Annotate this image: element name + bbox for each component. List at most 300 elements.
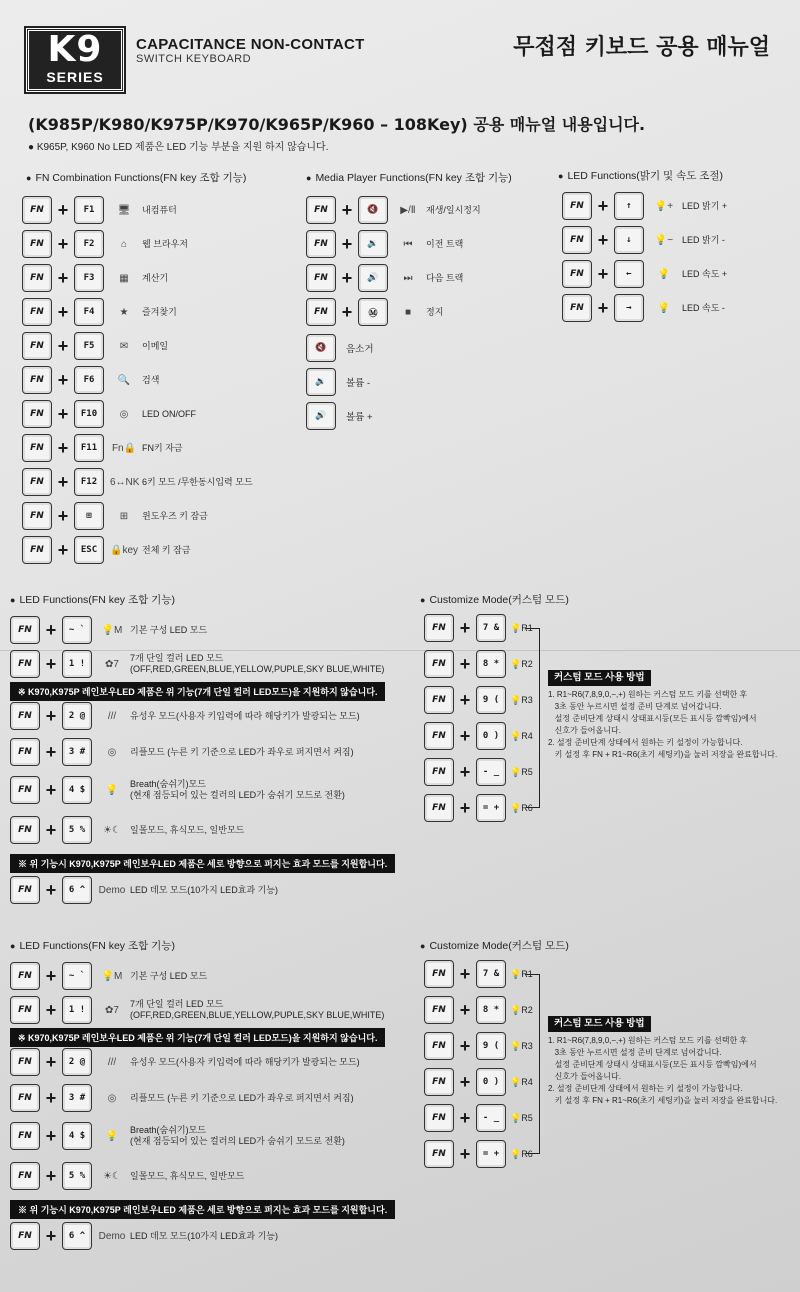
function-icon: ☀☾	[103, 1170, 121, 1182]
rainbow-led-banner: ※ K970,K975P 레인보우LED 제품은 위 기능(7개 단일 컬러 LED모드)을 지원하지 않습니다.	[10, 1028, 385, 1047]
function-icon: 💡	[657, 268, 671, 280]
function-label	[142, 239, 188, 250]
combo-key: 6 ^	[62, 1222, 92, 1250]
fn-key: FN	[22, 332, 52, 360]
plus-sign: +	[459, 1071, 471, 1092]
shortcut-row	[10, 1084, 354, 1112]
function-label-line1: 7개 단일 컬러 LED 모드	[130, 999, 224, 1009]
fn-key: FN	[306, 230, 336, 258]
fn-section-heading: ● FN Combination Functions(FN key 조합 기능)	[26, 172, 247, 184]
combo-key: ~ `	[62, 962, 92, 990]
fn-key: FN	[424, 960, 454, 988]
fn-key: FN	[562, 294, 592, 322]
customize-heading-text: Customize Mode(커스텀 모드)	[429, 940, 569, 952]
shortcut-row	[424, 794, 533, 822]
function-label	[130, 825, 244, 836]
fn-key: FN	[306, 298, 336, 326]
shortcut-row	[10, 776, 345, 804]
shortcut-row	[424, 1104, 533, 1132]
plus-sign: +	[45, 741, 57, 762]
function-icon: ⏮	[403, 238, 413, 250]
function-label	[130, 1093, 354, 1104]
function-label	[130, 1057, 360, 1068]
plus-sign: +	[45, 819, 57, 840]
function-label	[426, 307, 443, 318]
combo-key: 5 %	[62, 1162, 92, 1190]
shortcut-row	[306, 196, 481, 224]
function-label	[130, 1171, 244, 1182]
shortcut-row	[10, 962, 207, 990]
plus-sign: +	[45, 879, 57, 900]
no-led-note: ● K965P, K960 No LED 제품은 LED 기능 부분을 지원 하지 않습니다.	[28, 142, 329, 153]
function-label-line1: 유성우 모드(사용자 키입력에 따라 해당키가 발광되는 모드)	[130, 1056, 360, 1067]
shortcut-row	[10, 1048, 360, 1076]
function-icon: ◎	[107, 1092, 117, 1104]
fn-key: FN	[10, 816, 40, 844]
fn-key: FN	[10, 738, 40, 766]
function-label	[130, 625, 207, 636]
function-icon: ✉	[119, 340, 129, 352]
k9-series-logo	[26, 28, 124, 92]
function-icon: ///	[107, 1056, 117, 1068]
led-bright-heading-text: LED Functions(밝기 및 속도 조절)	[567, 170, 724, 182]
combo-key: F12	[74, 468, 104, 496]
combo-key: 4 $	[62, 1122, 92, 1150]
brand-line2: SWITCH KEYBOARD	[136, 53, 252, 65]
plus-sign: +	[57, 505, 69, 526]
function-icon: ◎	[119, 408, 129, 420]
media-key: 🔇	[306, 334, 336, 362]
volume-label: 볼륨 +	[346, 412, 373, 423]
combo-key: 5 %	[62, 816, 92, 844]
fn-key: FN	[306, 264, 336, 292]
combo-key: 1 !	[62, 996, 92, 1024]
plus-sign: +	[459, 1107, 471, 1128]
combo-key: 🔇	[358, 196, 388, 224]
function-icon: 💡−	[654, 234, 674, 246]
customize-heading	[420, 592, 569, 607]
fn-key: FN	[424, 758, 454, 786]
shortcut-row	[562, 226, 725, 254]
plus-sign: +	[459, 797, 471, 818]
fn-key: FN	[10, 702, 40, 730]
shortcut-row	[424, 1068, 533, 1096]
howto-line: 키 설정 후 FN + R1~R6(초기 세팅키)을 눌러 저장을 완료합니다.	[548, 750, 778, 759]
function-icon: 🖥	[117, 204, 131, 216]
fn-key: FN	[10, 962, 40, 990]
function-label-line2: (OFF,RED,GREEN,BLUE,YELLOW,PUPLE,SKY BLUE,WHITE)	[130, 1010, 385, 1020]
fn-key: FN	[22, 502, 52, 530]
shortcut-row	[22, 468, 253, 496]
function-label-line2: (현재 점등되어 있는 컬러의 LED가 숨쉬기 모드로 전환)	[130, 1136, 345, 1146]
function-label-line2: (OFF,RED,GREEN,BLUE,YELLOW,PUPLE,SKY BLUE,WHITE)	[130, 664, 385, 674]
combo-key: F6	[74, 366, 104, 394]
plus-sign: +	[597, 297, 609, 318]
plus-sign: +	[57, 471, 69, 492]
fn-key: FN	[424, 722, 454, 750]
function-icon: Demo	[98, 884, 126, 896]
plus-sign: +	[57, 539, 69, 560]
shortcut-row	[22, 400, 196, 428]
volume-row	[306, 334, 374, 362]
howto-line: 3초 동안 누르시면 설정 준비 단계로 넘어갑니다.	[548, 1048, 722, 1057]
fn-key: FN	[10, 1084, 40, 1112]
function-label	[130, 653, 384, 675]
custom-slot-label: 💡R4	[510, 730, 533, 741]
custom-slot-label: 💡R3	[510, 1040, 533, 1051]
shortcut-row	[22, 196, 177, 224]
combo-key: 7 &	[476, 960, 506, 988]
function-icon: Fn🔒	[111, 442, 137, 454]
function-label	[426, 273, 463, 284]
function-label-line1: 이전 트랙	[426, 238, 464, 249]
function-label-line1: 유성우 모드(사용자 키입력에 따라 해당키가 발광되는 모드)	[130, 710, 360, 721]
shortcut-row	[424, 614, 533, 642]
function-label	[142, 273, 168, 284]
function-label-line1: 리플모드 (누른 키 기준으로 LED가 좌우로 퍼지면서 켜짐)	[130, 746, 354, 757]
function-label	[142, 341, 168, 352]
combo-key: F1	[74, 196, 104, 224]
function-label	[142, 477, 253, 488]
combo-key: 0 )	[476, 722, 506, 750]
bullet: ●	[10, 595, 16, 605]
fn-key: FN	[424, 1032, 454, 1060]
howto-line: 3초 동안 누르시면 설정 준비 단계로 넘어갑니다.	[548, 702, 722, 711]
vertical-effect-banner: ※ 위 기능시 K970,K975P 레인보우LED 제품은 세로 방향으로 퍼지는 효과 모드를 지원합니다.	[10, 1200, 395, 1219]
shortcut-row	[424, 686, 533, 714]
plus-sign: +	[45, 653, 57, 674]
fn-key: FN	[22, 196, 52, 224]
function-label	[130, 779, 345, 801]
manual-title: 무접점 키보드 공용 매뉴얼	[513, 35, 770, 60]
function-label-line1: 기본 구성 LED 모드	[130, 970, 208, 981]
function-label	[130, 1231, 278, 1242]
volume-label: 볼륨 -	[346, 378, 371, 389]
custom-slot-label: 💡R5	[510, 1112, 533, 1123]
shortcut-row	[10, 616, 207, 644]
custom-slot-label: 💡R2	[510, 1004, 533, 1015]
custom-slot-label: 💡R1	[510, 968, 533, 979]
combo-key: F3	[74, 264, 104, 292]
bullet: ●	[420, 941, 426, 951]
function-icon: 💡	[105, 1130, 119, 1142]
combo-key: 9 (	[476, 686, 506, 714]
media-key: 🔊	[306, 402, 336, 430]
function-label-line1: 즐겨찾기	[142, 306, 177, 317]
combo-key: ←	[614, 260, 644, 288]
media-key: 🔉	[306, 368, 336, 396]
shortcut-row	[424, 960, 533, 988]
combo-key: = +	[476, 1140, 506, 1168]
shortcut-row	[22, 502, 208, 530]
function-label-line1: Breath(숨쉬기)모드	[130, 1125, 206, 1135]
shortcut-row	[22, 264, 168, 292]
customize-heading	[420, 938, 569, 953]
combo-key: ~ `	[62, 616, 92, 644]
function-label-line1: 윈도우즈 키 잠금	[142, 510, 208, 521]
brand-block	[136, 36, 365, 65]
fn-key: FN	[10, 1122, 40, 1150]
plus-sign: +	[45, 999, 57, 1020]
function-icon: ▦	[119, 272, 129, 284]
function-label	[142, 545, 190, 556]
combo-key: 8 *	[476, 650, 506, 678]
combo-key: 0 )	[476, 1068, 506, 1096]
function-label	[142, 443, 183, 454]
led-mode-heading-text: LED Functions(FN key 조합 기능)	[19, 940, 175, 952]
shortcut-row	[562, 192, 727, 220]
combo-key: →	[614, 294, 644, 322]
function-label	[130, 747, 354, 758]
howto-title: 커스텀 모드 사용 방법	[548, 670, 651, 686]
function-icon: ///	[107, 710, 117, 722]
function-label-line1: 기본 구성 LED 모드	[130, 624, 208, 635]
function-label-line1: 검색	[142, 374, 160, 385]
shortcut-row	[306, 230, 463, 258]
shortcut-row	[10, 702, 360, 730]
plus-sign: +	[57, 403, 69, 424]
plus-sign: +	[45, 1165, 57, 1186]
custom-bracket	[526, 974, 540, 1154]
custom-bracket	[526, 628, 540, 808]
shortcut-row	[424, 650, 533, 678]
combo-key: - _	[476, 758, 506, 786]
howto-line: 신호가 들어옵니다.	[548, 1072, 621, 1081]
function-label	[682, 235, 725, 246]
shortcut-row	[22, 332, 168, 360]
led-mode-heading	[10, 938, 175, 953]
shortcut-row	[424, 1032, 533, 1060]
function-label	[426, 205, 481, 216]
function-label	[130, 1125, 345, 1147]
shortcut-row	[10, 650, 384, 678]
function-icon: ⏭	[403, 272, 413, 284]
function-icon: 6↔NK	[110, 476, 140, 488]
logo-series-text: SERIES	[46, 69, 104, 85]
fn-key: FN	[10, 996, 40, 1024]
fn-key: FN	[424, 686, 454, 714]
plus-sign: +	[57, 335, 69, 356]
led-bright-heading: ● LED Functions(밝기 및 속도 조절)	[558, 170, 724, 182]
logo-k9-text: K9	[47, 29, 103, 70]
plus-sign: +	[459, 1035, 471, 1056]
fn-key: FN	[22, 536, 52, 564]
fn-key: FN	[424, 1068, 454, 1096]
combo-key: 8 *	[476, 996, 506, 1024]
function-icon: 🔒key	[110, 544, 139, 556]
fn-key: FN	[10, 1162, 40, 1190]
plus-sign: +	[57, 301, 69, 322]
function-icon: 💡	[105, 784, 119, 796]
led-mode-heading-text: LED Functions(FN key 조합 기능)	[19, 594, 175, 606]
plus-sign: +	[45, 1051, 57, 1072]
shortcut-row	[562, 294, 725, 322]
shortcut-row	[10, 1122, 345, 1150]
combo-key: 🔉	[358, 230, 388, 258]
fn-key: FN	[424, 996, 454, 1024]
function-icon: 💡+	[654, 200, 674, 212]
howto-line: 설정 준비단계 상태시 상태표시등(모든 표시등 깜빡임)에서	[548, 1060, 757, 1069]
plus-sign: +	[341, 233, 353, 254]
combo-key: = +	[476, 794, 506, 822]
function-label	[142, 375, 159, 386]
custom-slot-label: 💡R2	[510, 658, 533, 669]
function-icon: ☀☾	[103, 824, 121, 836]
customize-howto	[548, 670, 777, 761]
custom-slot-label: 💡R4	[510, 1076, 533, 1087]
function-label-line1: FN키 자금	[142, 442, 183, 453]
function-label-line1: 일몰모드, 휴식모드, 일반모드	[130, 1170, 245, 1181]
function-icon: 💡M	[101, 624, 123, 636]
combo-key: 6 ^	[62, 876, 92, 904]
function-label-line1: 이메일	[142, 340, 169, 351]
volume-row	[306, 368, 370, 396]
rainbow-led-banner: ※ K970,K975P 레인보우LED 제품은 위 기능(7개 단일 컬러 LED모드)을 지원하지 않습니다.	[10, 682, 385, 701]
custom-slot-label: 💡R6	[510, 1148, 533, 1159]
function-label-line1: 정지	[426, 306, 444, 317]
function-icon: ✿7	[105, 658, 119, 670]
plus-sign: +	[597, 263, 609, 284]
volume-row	[306, 402, 373, 430]
function-icon: 💡	[657, 302, 671, 314]
shortcut-row	[10, 1162, 244, 1190]
fn-key: FN	[10, 1048, 40, 1076]
function-label-line1: Breath(숨쉬기)모드	[130, 779, 206, 789]
function-icon: 💡M	[101, 970, 123, 982]
shortcut-row	[306, 298, 443, 326]
fn-key: FN	[10, 876, 40, 904]
custom-slot-label: 💡R1	[510, 622, 533, 633]
shortcut-row	[424, 996, 533, 1024]
volume-label: 음소거	[346, 344, 374, 355]
bullet: ●	[10, 941, 16, 951]
combo-key: F10	[74, 400, 104, 428]
function-label	[142, 205, 177, 216]
shortcut-row	[10, 738, 354, 766]
fn-key: FN	[22, 434, 52, 462]
function-label-line1: 7개 단일 컬러 LED 모드	[130, 653, 224, 663]
combo-key: 9 (	[476, 1032, 506, 1060]
function-label	[142, 307, 177, 318]
function-label	[130, 999, 384, 1021]
function-label	[142, 511, 208, 522]
media-heading-text: Media Player Functions(FN key 조합 기능)	[315, 172, 512, 184]
shortcut-row	[10, 1222, 278, 1250]
combo-key: 2 @	[62, 1048, 92, 1076]
function-icon: ⊞	[119, 510, 129, 522]
plus-sign: +	[45, 705, 57, 726]
function-label-line1: 리플모드 (누른 키 기준으로 LED가 좌우로 퍼지면서 켜짐)	[130, 1092, 354, 1103]
fn-key: FN	[10, 650, 40, 678]
plus-sign: +	[57, 233, 69, 254]
shortcut-row	[22, 230, 188, 258]
combo-key: ↓	[614, 226, 644, 254]
plus-sign: +	[597, 195, 609, 216]
combo-key: 1 !	[62, 650, 92, 678]
combo-key: 🔊	[358, 264, 388, 292]
vertical-effect-banner: ※ 위 기능시 K970,K975P 레인보우LED 제품은 세로 방향으로 퍼지는 효과 모드를 지원합니다.	[10, 854, 395, 873]
function-label-line1: LED 속도 -	[682, 302, 725, 313]
fn-key: FN	[22, 468, 52, 496]
howto-title: 커스텀 모드 사용 방법	[548, 1016, 651, 1032]
fn-key: FN	[424, 794, 454, 822]
plus-sign: +	[57, 267, 69, 288]
plus-sign: +	[45, 619, 57, 640]
howto-line: 키 설정 후 FN + R1~R6(초기 세팅키)을 눌러 저장을 완료합니다.	[548, 1096, 778, 1105]
function-label-line1: 다음 트랙	[426, 272, 464, 283]
fn-key: FN	[22, 400, 52, 428]
function-icon: ★	[119, 306, 129, 318]
combo-key: 7 &	[476, 614, 506, 642]
plus-sign: +	[459, 617, 471, 638]
combo-key: ESC	[74, 536, 104, 564]
shortcut-row	[424, 758, 533, 786]
bullet: ●	[420, 595, 426, 605]
function-icon: 🔍	[117, 374, 131, 386]
howto-line: 1. R1~R6(7,8,9,0,−,+) 원하는 커스텀 모드 키를 선택한 후	[548, 1036, 748, 1045]
howto-line: 2. 설정 준비단계 상태에서 원하는 키 설정이 가능합니다.	[548, 738, 743, 747]
led-mode-heading	[10, 592, 175, 607]
combo-key: Ⓜ	[358, 298, 388, 326]
function-icon: ▶/Ⅱ	[400, 204, 416, 216]
combo-key: - _	[476, 1104, 506, 1132]
fn-key: FN	[22, 264, 52, 292]
shortcut-row	[10, 816, 244, 844]
custom-slot-label: 💡R3	[510, 694, 533, 705]
function-label-line1: LED 데모 모드(10가지 LED효과 기능)	[130, 884, 278, 895]
models-line: (K985P/K980/K975P/K970/K965P/K960 – 108Key) 공용 매뉴얼 내용입니다.	[28, 115, 646, 134]
fn-key: FN	[10, 1222, 40, 1250]
plus-sign: +	[45, 1125, 57, 1146]
shortcut-row	[424, 722, 533, 750]
plus-sign: +	[45, 965, 57, 986]
combo-key: 3 #	[62, 1084, 92, 1112]
function-icon: ■	[404, 306, 412, 318]
combo-key: ⊞	[74, 502, 104, 530]
function-label	[682, 269, 727, 280]
plus-sign: +	[459, 1143, 471, 1164]
function-icon: ✿7	[105, 1004, 119, 1016]
function-icon: Demo	[98, 1230, 126, 1242]
fn-key: FN	[424, 1104, 454, 1132]
plus-sign: +	[459, 999, 471, 1020]
shortcut-row	[22, 434, 183, 462]
media-section-heading: ● Media Player Functions(FN key 조합 기능)	[306, 172, 512, 184]
plus-sign: +	[459, 653, 471, 674]
combo-key: 2 @	[62, 702, 92, 730]
plus-sign: +	[45, 1225, 57, 1246]
fn-heading-text: FN Combination Functions(FN key 조합 기능)	[35, 172, 247, 184]
function-label-line1: LED 속도 +	[682, 268, 728, 279]
function-label-line1: 6키 모드 /무한동시입력 모드	[142, 476, 253, 487]
combo-key: F5	[74, 332, 104, 360]
function-label	[130, 711, 360, 722]
fn-key: FN	[424, 614, 454, 642]
combo-key: F4	[74, 298, 104, 326]
plus-sign: +	[597, 229, 609, 250]
howto-line: 1. R1~R6(7,8,9,0,−,+) 원하는 커스텀 모드 키를 선택한 후	[548, 690, 748, 699]
shortcut-row	[10, 996, 384, 1024]
fn-key: FN	[22, 230, 52, 258]
function-label-line1: LED 데모 모드(10가지 LED효과 기능)	[130, 1230, 278, 1241]
plus-sign: +	[57, 437, 69, 458]
howto-line: 신호가 들어옵니다.	[548, 726, 621, 735]
function-label	[682, 303, 725, 314]
function-label-line1: 재생/일시정지	[426, 204, 481, 215]
fn-key: FN	[562, 226, 592, 254]
fn-key: FN	[562, 260, 592, 288]
plus-sign: +	[459, 725, 471, 746]
